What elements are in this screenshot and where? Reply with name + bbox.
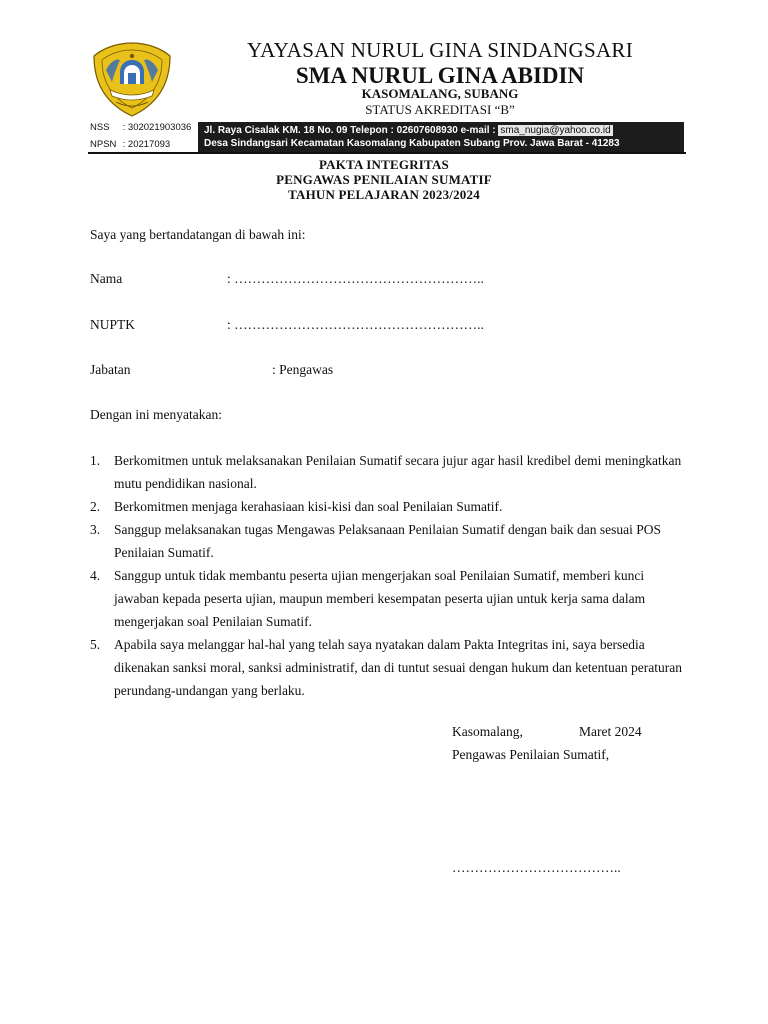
list-item <box>90 449 690 495</box>
item-text: Apabila saya melanggar hal-hal yang telah saya nyatakan dalam Pakta Integritas ini, saya bersedia dikenakan sanksi moral, sanksi administratif, dan di tuntut sesuai dengan hukum dan ketentuan peraturan perundang-undangan yang berlaku. <box>114 637 682 698</box>
name-label: Nama <box>90 271 123 286</box>
document-title: PAKTA INTEGRITAS <box>319 157 449 172</box>
list-item <box>90 518 690 564</box>
position-label: Jabatan <box>90 362 131 377</box>
item-text: Berkomitmen menjaga kerahasiaan kisi-kisi dan soal Penilaian Sumatif. <box>114 499 503 514</box>
list-item <box>90 564 690 633</box>
address-line-1 <box>204 124 678 137</box>
declaration-text: Dengan ini menyatakan: <box>90 407 222 422</box>
signature-date: Maret 2024 <box>579 724 642 739</box>
signature-line: ……………………………….. <box>452 860 621 875</box>
item-text: Berkomitmen untuk melaksanakan Penilaian Sumatif secara jujur agar hasil kredibel demi meningkatkan mutu pendidikan nasional. <box>114 453 682 491</box>
signature-place: Kasomalang, <box>452 724 523 739</box>
item-number: 1. <box>90 453 101 468</box>
item-number: 2. <box>90 499 101 514</box>
document-year: TAHUN PELAJARAN 2023/2024 <box>288 187 480 202</box>
list-item <box>90 495 690 518</box>
signature-role: Pengawas Penilaian Sumatif, <box>452 747 610 762</box>
email-address: sma_nugia@yahoo.co.id <box>500 125 611 136</box>
item-number: 4. <box>90 568 101 583</box>
item-text: Sanggup melaksanakan tugas Mengawas Pelaksanaan Penilaian Sumatif dengan baik dan sesuai POS Penilaian Sumatif. <box>114 522 662 560</box>
address-line-2: Desa Sindangsari Kecamatan Kasomalang Kabupaten Subang Prov. Jawa Barat - 41283 <box>204 138 620 149</box>
name-value: : ……………………………………………….. <box>227 271 484 286</box>
address-text: Jl. Raya Cisalak KM. 18 No. 09 Telepon : 02607608930 e-mail : <box>204 125 499 136</box>
organization-name: YAYASAN NURUL GINA SINDANGSARI <box>246 38 634 62</box>
npsn-label: NPSN <box>90 139 117 150</box>
position-value: : Pengawas <box>272 362 334 377</box>
item-text: Sanggup untuk tidak membantu peserta ujian mengerjakan soal Penilaian Sumatif, memberi kunci jawaban kepada peserta ujian, maupun memberi kesempatan peserta ujian untuk kerja sama dalam mengerjakan soal Penilaian Sumatif. <box>114 568 646 629</box>
school-city: KASOMALANG, SUBANG <box>361 86 519 101</box>
npsn-info <box>90 139 170 150</box>
nss-value: : 302021903036 <box>122 122 192 133</box>
nuptk-label: NUPTK <box>90 317 136 332</box>
signature-place-date <box>452 724 642 740</box>
commitment-list <box>90 449 690 702</box>
accreditation-status: STATUS AKREDITASI “B” <box>365 102 515 117</box>
header-divider <box>88 152 686 154</box>
intro-text: Saya yang bertandatangan di bawah ini: <box>90 227 306 242</box>
nss-label: NSS <box>90 122 110 133</box>
nuptk-value: : ……………………………………………….. <box>227 317 484 332</box>
list-item <box>90 633 690 702</box>
school-name: SMA NURUL GINA ABIDIN <box>295 63 585 88</box>
address-box <box>198 122 684 152</box>
item-number: 3. <box>90 522 101 537</box>
item-number: 5. <box>90 637 101 652</box>
document-subtitle: PENGAWAS PENILAIAN SUMATIF <box>276 172 492 187</box>
nss-info <box>90 122 191 133</box>
npsn-value: : 20217093 <box>122 139 171 150</box>
